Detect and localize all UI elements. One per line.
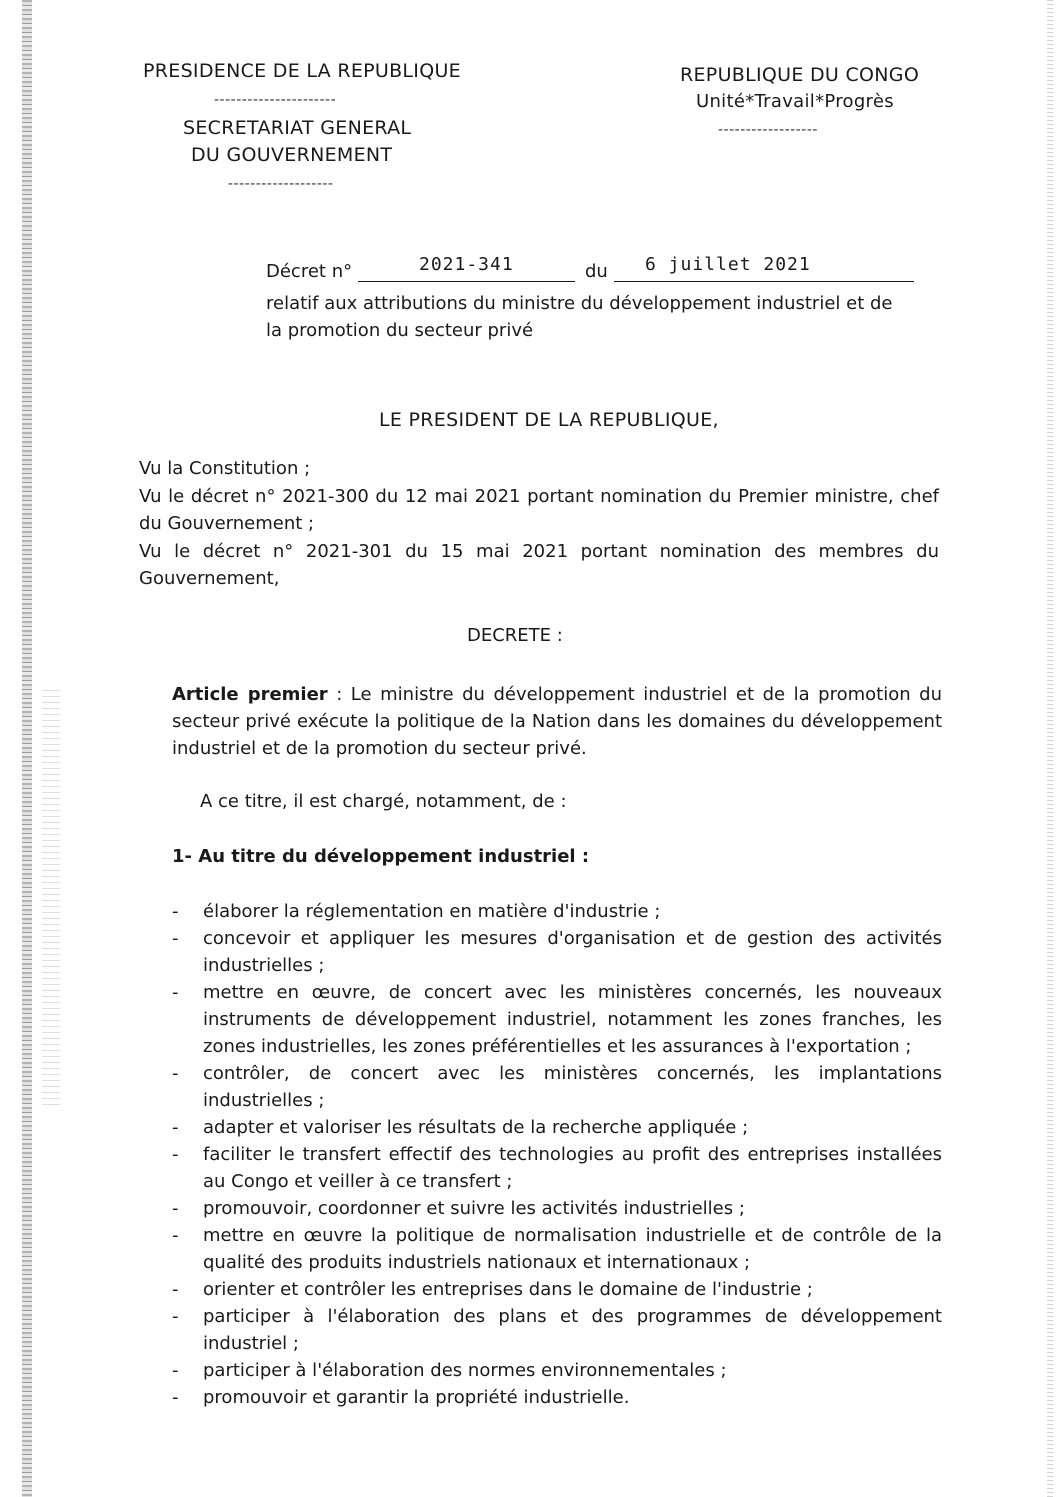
header-left-dashes-1: ---------------------- [214, 92, 337, 108]
attribution-item [172, 1222, 942, 1276]
scan-edge-right [1047, 0, 1053, 1497]
attribution-item [172, 1141, 942, 1195]
visa-decret-301-line2: Gouvernement, [139, 568, 280, 589]
attribution-item-text: faciliter le transfert effectif des technologies au profit des entreprises installées au Congo et veiller à ce transfert ; [203, 1144, 942, 1192]
visa-decret-301-line1: Vu le décret n° 2021-301 du 15 mai 2021 portant nomination des membres du [139, 541, 939, 562]
article-intro: A ce titre, il est chargé, notamment, de : [200, 791, 567, 812]
list-bullet: - [172, 982, 179, 1003]
attribution-item-text: contrôler, de concert avec les ministères concernés, les implantations industrielles ; [203, 1063, 942, 1111]
president-title: LE PRESIDENT DE LA REPUBLIQUE, [379, 409, 719, 431]
decree-number: 2021-341 [419, 254, 514, 275]
attribution-item-text: concevoir et appliquer les mesures d'organisation et de gestion des activités industrielles ; [203, 928, 942, 976]
list-bullet: - [172, 1387, 179, 1408]
attribution-item [172, 1195, 942, 1222]
section1-title: 1- Au titre du développement industriel : [172, 846, 590, 867]
decree-du-label: du [585, 261, 608, 282]
visa-constitution: Vu la Constitution ; [139, 458, 311, 479]
list-bullet: - [172, 1279, 179, 1300]
list-bullet: - [172, 1144, 179, 1165]
list-bullet: - [172, 928, 179, 949]
list-bullet: - [172, 1198, 179, 1219]
decree-label: Décret n° [266, 261, 353, 282]
decree-subject-line1: relatif aux attributions du ministre du développement industriel et de [266, 293, 893, 314]
list-bullet: - [172, 1360, 179, 1381]
header-secretariat: SECRETARIAT GENERAL [183, 117, 412, 139]
article-premier [172, 681, 942, 762]
attribution-item-text: mettre en œuvre, de concert avec les ministères concernés, les nouveaux instruments de développement industriel, notamment les zones franches, les zones industrielles, les zones préférentielles et les assurances à l'exportation ; [203, 982, 942, 1057]
attribution-item [172, 925, 942, 979]
decree-number-underline [358, 281, 575, 282]
decree-subject-line2: la promotion du secteur privé [266, 320, 534, 341]
visa-decret-300-line2: du Gouvernement ; [139, 513, 315, 534]
decree-date: 6 juillet 2021 [645, 254, 811, 275]
header-motto: Unité*Travail*Progrès [696, 91, 894, 112]
attribution-item [172, 1276, 942, 1303]
attribution-item [172, 1357, 942, 1384]
attribution-item-text: promouvoir et garantir la propriété industrielle. [203, 1387, 630, 1408]
list-bullet: - [172, 1117, 179, 1138]
scan-edge-left [22, 0, 32, 1497]
scan-noise [42, 690, 60, 1110]
attribution-item-text: élaborer la réglementation en matière d'industrie ; [203, 901, 661, 922]
list-bullet: - [172, 901, 179, 922]
article-premier-text: : Le ministre du développement industriel et de la promotion du secteur privé exécute la politique de la Nation dans les domaines du développement industriel et de la promotion du secteur privé. [172, 684, 942, 759]
attribution-item-text: participer à l'élaboration des normes environnementales ; [203, 1360, 727, 1381]
header-gouvernement: DU GOUVERNEMENT [191, 144, 393, 166]
attribution-item [172, 1303, 942, 1357]
article-premier-label: Article premier [172, 684, 328, 705]
decrete-heading: DECRETE : [467, 625, 563, 646]
attribution-item-text: participer à l'élaboration des plans et des programmes de développement industriel ; [203, 1306, 942, 1354]
header-republique: REPUBLIQUE DU CONGO [680, 64, 920, 86]
attributions-list [172, 898, 942, 1411]
attribution-item-text: promouvoir, coordonner et suivre les activités industrielles ; [203, 1198, 745, 1219]
attribution-item [172, 1384, 942, 1411]
attribution-item-text: orienter et contrôler les entreprises dans le domaine de l'industrie ; [203, 1279, 813, 1300]
list-bullet: - [172, 1225, 179, 1246]
decree-date-underline [614, 281, 914, 282]
header-right-dashes: ------------------ [718, 122, 818, 138]
attribution-item [172, 1060, 942, 1114]
attribution-item-text: adapter et valoriser les résultats de la recherche appliquée ; [203, 1117, 749, 1138]
header-presidence: PRESIDENCE DE LA REPUBLIQUE [143, 60, 461, 82]
visa-decret-300-line1: Vu le décret n° 2021-300 du 12 mai 2021 portant nomination du Premier ministre, chef [139, 486, 939, 507]
attribution-item [172, 979, 942, 1060]
header-left-dashes-2: ------------------- [228, 176, 334, 192]
list-bullet: - [172, 1063, 179, 1084]
attribution-item-text: mettre en œuvre la politique de normalisation industrielle et de contrôle de la qualité des produits industriels nationaux et internationaux ; [203, 1225, 942, 1273]
attribution-item [172, 1114, 942, 1141]
attribution-item [172, 898, 942, 925]
list-bullet: - [172, 1306, 179, 1327]
